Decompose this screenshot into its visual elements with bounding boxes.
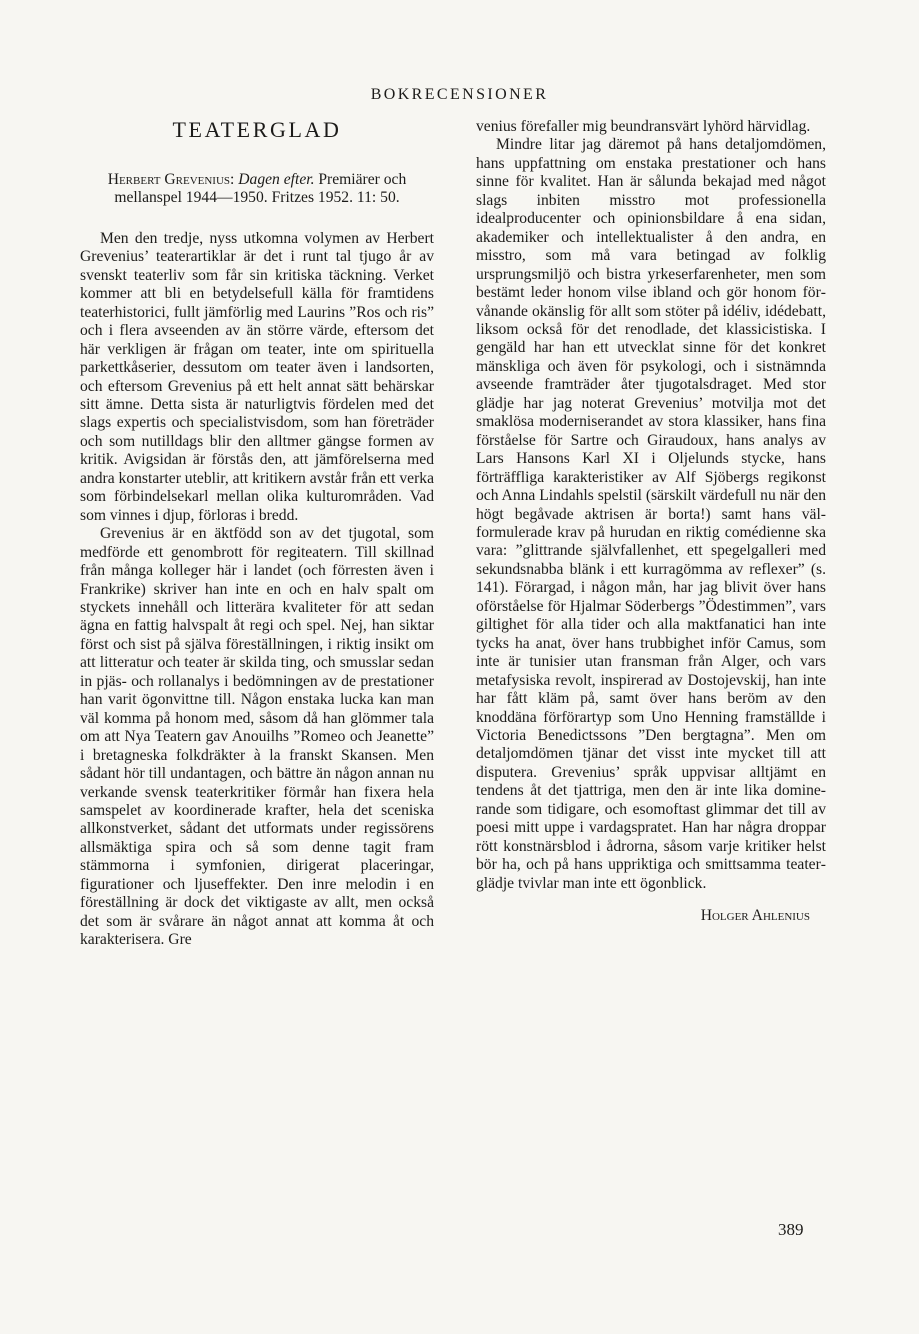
citation-separator: : [230,171,239,188]
citation-details: Premiärer och mellanspel 1944—1950. Fritzes 1952. 11: 50. [114,171,407,207]
review-title: TEATERGLAD [172,117,342,142]
citation-book-title: Dagen efter. [238,171,315,188]
reviewer-signature: Holger Ahlenius [700,907,810,925]
right-paragraph-2: Mindre litar jag däremot på hans detaljomdömen, hans uppfattning om enstaka prestationer och hans sinne för kvalitet. Han är sålunda bekajad med något slags inbiten misstro mot professionella idealproducenter och opinionsbildare å ena sidan, akademiker och intellektualister å den andra, en misstro, som må vara betingad av folklig ursprungsmiljö och bistra yrkeserfarenheter, men som bestämt leder honom vilse ibland och gör honom förvånande okänslig för allt som stöter på idéliv, idédebatt, liksom också för det renodlade, det klassicistiska. I gengäld har han ett utvecklat sinne för det konkret mänskliga och även för psykologi, och i sistnämnda avseende framträder åter tjugotalsdraget. Med stor glädje har jag noterat Grevenius’ motvilja mot det smaklösa moderniserandet av stora klassiker, hans fina förståelse för Sartre och Giraudoux, hans analys av Lars Hansons Karl XI i Oljelunds stycke, hans förträffliga karakteristiker av Alf Sjöbergs regikonst och Anna Lindahls spelstil (särskilt värdefull nu när den högt begåvade aktrisen är borta!) samt hans välformulerade krav på hurudan en riktig comédienne ska vara: ”glittrande självfallenhet, ett spegelgalleri med sekundsnabba blänk i ett kurragömma av reflexer” (s. 141). Förargad, i någon mån, har jag blivit över hans oförståelse för Hjalmar Söderbergs ”Ödestimmen”, vars giltighet för alla tider och alla maktfanatici han inte tycks ha anat, över hans trubbighet inför Camus, som inte är tunisier utan fransman från Alger, och vars metafysiska revolt, inspirerad av Dostojevskij, han inte har fått kläm på, samt över hans beröm av den knoddäna förförartyp som Uno Henning framställde i Victoria Benedictssons ”Den bergtagna”. Men om detaljomdömen tjänar det visst inte mycket till att disputera. Grevenius’ språk uppvisar alltjämt en tendens åt det tjattriga, men den är inte lika dominerande som tidigare, och esomoftast glimmar det till av poesi mitt uppe i vardagspratet. Han har några droppar rött konstnärsblod i ådrorna, såsom varje kritiker helst bör ha, och på hans uppriktiga och smittsamma teaterglädje tvivlar man inte ett ögonblick. [476,136,826,892]
left-column [80,118,434,950]
citation-author: Herbert Grevenius [107,171,231,188]
right-column [476,118,826,925]
book-citation [92,171,422,208]
left-paragraph-1: Men den tredje, nyss utkomna volymen av Herbert Grevenius’ teaterartiklar är det i runt tal tjugo år av svenskt teaterliv som får sin kritiska täckning. Verket kommer att bli en betydelsefull källa för framtidens teaterhistorici, fullt jämförlig med Laurins ”Ros och ris” och i flera avseenden av än större värde, eftersom det här verkligen är frågan om teater, inte om spirituella parkettkåserier, dessutom om teater även i landsorten, och eftersom Grevenius på ett helt annat sätt behärskar sitt ämne. Detta sista är naturligtvis fördelen med det slags expertis och specialistvisdom, som han företräder och som nutilldags blir den alltmer gängse formen av kritik. Avigsidan är förstås den, att jämförelserna med andra konstarter uteblir, att kritikern avstår från ett verka som förbindelsekarl mellan olika kulturområden. Vad som vinnes i djup, förloras i bredd. [80,229,434,524]
left-paragraph-2: Grevenius är en äktfödd son av det tjugotal, som medförde ett genombrott för regiteatern. Till skillnad från många kolleger här i landet (och förresten även i Frankrike) skriver han inte en och en halv spalt om styckets innehåll och litterära kvaliteter för att sedan ägna en fattig halvspalt åt regi och spel. Nej, han siktar först och sist på själva föreställningen, i riktig insikt om att litteratur och teater är skilda ting, och smusslar sedan in pjäs- och rollanalys i bedömningen av de prestationer han varit ögonvittne till. Någon enstaka lucka kan man väl komma på honom med, såsom då han glömmer tala om att Nya Teatern gav Anouilhs ”Romeo och Jeanette” i bretagneska folkdräkter à la franskt Skansen. Men sådant hör till undantagen, och bättre än någon annan nu verkande svensk teaterkritiker förmår han fixera hela samspelet av koordinerade krafter, hela det sceniska allkonstverket, sådant det utformats under regissörens allsmäktiga spira och så som denne tagit fram stämmorna i symfonien, dirigerat placeringar, figurationer och ljuseffekter. Den inre melodin i en föreställning är dock det viktigaste av allt, men också det som är svårare än något annat att komma åt och karakterisera. Gre [80,525,434,949]
right-paragraph-1: venius förefaller mig beundransvärt lyhörd härvidlag. [476,118,811,135]
page-number: 389 [778,1220,804,1239]
running-head: BOKRECENSIONER [370,86,549,103]
